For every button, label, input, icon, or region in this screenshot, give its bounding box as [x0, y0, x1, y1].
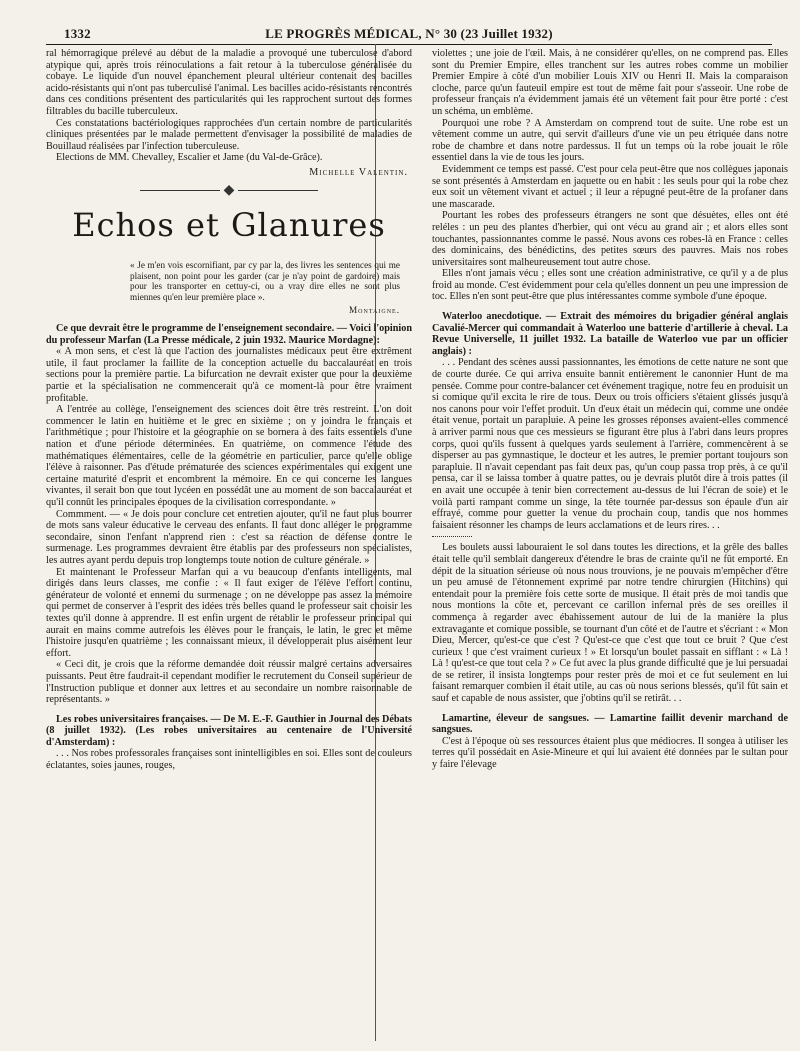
- epigraph: [130, 260, 400, 315]
- section-title: Echos et Glanures: [72, 206, 386, 245]
- page-number: 1332: [64, 26, 91, 41]
- article-columns: [46, 48, 788, 1043]
- paragraph: « Ceci dit, je crois que la réforme demandée doit réussir malgré certains adversaires puissants. Peut être faudrait-il cependant modifier le recrutement du Conseil supérieur de l'Instruction publique et donner aux lettres et au secondaire un nombre raisonnable de représentants. »: [46, 659, 412, 706]
- article-heading: Waterloo anecdotique. — Extrait des mémoires du brigadier général anglais Cavalié-Mercer qui commandait à Waterloo une batterie d'artillerie à cheval. La Revue Universelle, 11 juillet 1932. La bataille de Waterloo vue par un officier anglais) :: [432, 311, 788, 357]
- paragraph: C'est à l'époque où ses ressources étaient plus que médiocres. Il songea à utiliser les terres qu'il possédait en Asie-Mineure et qui lui avaient été données par le sultan pour y faire l'élevage: [432, 735, 788, 771]
- paragraph: ral hémorragique prélevé au début de la maladie a provoqué une tuberculose d'abord atypique qui, après trois réinoculations a fait retour à la tuberculose généralisée du cobaye. Le liquide d'un nouvel épanchement pleural ultérieur contenait des bacilles acido-résistants qui n'ont pas tuberculisé l'animal. Les bacilles acido-résistants rencontrés dans ces conditions présentent des particularités qui les rapprochent surtout des formes filtrables du bacille tuberculeux.: [46, 48, 412, 117]
- paragraph: Et maintenant le Professeur Marfan qui a vu beaucoup d'enfants intelligents, mal dirigés dans leurs classes, me confie : « Il faut exiger de l'élève l'effort continu, générateur de volonté et ennemi du surmenage ; on ne développe pas assez la mémoire qui permet de conserver à l'esprit des idées très belles quand le professeur sait choisir les textes qu'il donne à apprendre. Il est enfin urgent de rétablir le professeur principal qui aurait en mains comme autrefois les élèves pour le français, le latin, le grec et même l'histoire jusqu'en quatrième ; les connaissant mieux, il développerait plus aisément leur effort.: [46, 566, 412, 659]
- paragraph: Pourtant les robes des professeurs étrangers ne sont que désuètes, elles ont été reléles : un peu des plantes d'herbier, qui ont vécu au grand air ; et alors elles sont touchantes, passionnantes comme le passé. Nous avons ces robes-là en France : celles des dominicains, des bénédictins, des petites sœurs des pauvres. Mais nos robes universitaires sont malheureusement tout autre chose.: [432, 210, 788, 268]
- paragraph: Ces constatations bactériologiques rapprochées d'un certain nombre de particularités cliniques présentées par le malade permettent d'envisager la possibilité de maladies de Bouillaud réalisées par l'infection tuberculeuse.: [46, 117, 412, 152]
- paragraph: Evidemment ce temps est passé. C'est pour cela peut-être que nos collègues japonais se sont présentés à Amsterdam en jaquette ou en habit : les seuls pour qui la robe chez eux soit un vêtement vivant et actuel ; il leur a répugné peut-être de la profaner dans une mascarade.: [432, 163, 788, 210]
- right-column: [432, 48, 788, 1043]
- article-heading: Lamartine, éleveur de sangsues. — Lamartine faillit devenir marchand de sangsues.: [432, 712, 788, 736]
- paragraph: Elles n'ont jamais vécu ; elles sont une création administrative, ce qu'il y a de plus froid au monde. C'est évidemment pour cela qu'elles donnent un peu une impression de toc. Elles n'en sont peut-être que plus intéressantes comme symbole d'une époque.: [432, 268, 788, 303]
- epigraph-author: Montaigne.: [349, 304, 400, 315]
- ornament-glyph: ◆: [223, 182, 235, 198]
- paragraph: Les boulets aussi labouraient le sol dans toutes les directions, et la grêle des balles était telle qu'il semblait dangereux d'étendre le bras de crainte qu'il ne fût emporté. En dépit de la situation sérieuse où nous nous trouvions, je ne pouvais m'empêcher d'être un peu amusé de l'étonnement exprimé par notre tendre chirurgien (Hitchins) qui entendait pour la première fois cette sorte de musique. Il était près de moi tandis que nous montions la côte et, percevant ce carillon infernal près de ses oreilles il commença à regarder avec ébahissement autour de lui de la manière la plus extravagante et comique possible, se tournant d'un côté et de l'autre et s'écriant : « Mon Dieu, Mercer, qu'est-ce que c'est ? Qu'est-ce que c'est que tout ce bruit ? Que c'est curieux ! que c'est vraiment curieux ! » Et lorsqu'un boulet passait en sifflant : « Là ! Là ! qu'est-ce que tout cela ? » Ce fut avec la plus grande difficulté que je lui persuadai de se retirer, il insista longtemps pour rester près de moi et ce fut seulement en lui faisant remarquer combien il était utile, au cas où nous serions blessés, qu'il fût sain et sauf et capable de nous assister, que j'obtins qu'il se retirât. . .: [432, 542, 788, 705]
- paragraph-separator: [432, 536, 472, 537]
- article-heading: Les robes universitaires françaises. — De M. E.-F. Gauthier in Journal des Débats (8 juillet 1932). (Les robes universitaires au centenaire de l'Université d'Amsterdam) :: [46, 713, 412, 748]
- left-column: [46, 48, 412, 1043]
- paragraph: Elections de MM. Chevalley, Escalier et Jame (du Val-de-Grâce).: [56, 152, 323, 164]
- paragraph: . . . Pendant des scènes aussi passionnantes, les émotions de cette nature ne sont que de courte durée. Ce qui arriva ensuite bannit entièrement le canonnier Hunt de ma pensée. Comme pour contre-balancer cet événement tragique, notre feu en produisit un si comique qu'il excita le rire de tous. Deux ou trois officiers s'étaient glissés jusqu'à nos canons pour voir l'effet produit. Un d'eux était un médecin qui, comme une ondée était venue, portait un parapluie. A peine les grosses réponses avaient-elles commencé à arriver parmi nous que ces messieurs se figurant être plus à l'abri dans leurs propres corps, quoi qu'ils fussent à quelques yards seulement à l'arrière, commencèrent à se disperser au pas gymnastique, le docteur et les autres, le premier portant toujours son parapluie. Il n'avait cependant pas fait deux pas, qu'un coup passa trop près, à ce qu'il pensa, car il se laissa tomber à quatre pattes, ou je devrais plutôt dire à trois pattes (il en avait une occupée à tenir bien correctement au-dessus de lui l'écran de soie) et le voilà parti rampant comme un singe, la tête tournée par-dessus son épaule d'un air effrayé, comme pour guetter la venue du prochain coup, tandis que nos hommes faisaient résonner les champs de leurs acclamations et de leurs rires. . .: [432, 357, 788, 531]
- paragraph: violettes ; une joie de l'œil. Mais, à ne considérer qu'elles, on ne comprend pas. Elles sont du Premier Empire, elles tranchent sur les autres robes comme un mobilier Premier Empire à côté d'un mobilier Louis XIV ou Henri II. Mais la comparaison cloche, parce qu'un fauteuil empire est tout de même fait pour s'asseoir. Une robe de professeur français n'a évidemment jamais été un vêtement fait pour être porté : c'est un schéma, un emblème.: [432, 48, 788, 117]
- author-signature: Michelle Valentin.: [309, 166, 408, 178]
- paragraph: . . . Nos robes professorales françaises sont inintelligibles en soi. Elles sont de couleurs éclatantes, soies jaunes, rouges,: [46, 748, 412, 772]
- epigraph-text: « Je m'en vois escornifiant, par cy par la, des livres les sentences qui me plaisent, non point pour les garder (car je n'ay point de gardoire) mais pour les transporter en cettuy-ci, ou a vray dire elles ne sont plus miennes qu'en leur première place ».: [130, 260, 400, 302]
- section-ornament: [46, 182, 412, 198]
- paragraph: A l'entrée au collège, l'enseignement des sciences doit être très restreint. L'on doit commencer le latin en huitième et le grec en sixième ; on y joindra le français et l'arithmétique ; pour l'histoire et la géographie on se bornera à des faits essentiels d'une nation et d'une période déterminées. En quatrième, on commence l'étude des mathématiques élémentaires, celle de la géométrie en particulier, parce qu'elle oblige l'élève à raisonner. Pas d'étude prématurée des sciences expérimentales qui exigent une certaine maturité d'esprit et encombrent la mémoire. En ce qui concerne les langues vivantes, il serait bon que tout lycéen en possédât une au moment de son baccalauréat et qu'il connût les principales époques de la civilisation correspondante. »: [46, 404, 412, 508]
- paragraph: Pourquoi une robe ? A Amsterdam on comprend tout de suite. Une robe est un vêtement comme un autre, qui servit d'ailleurs d'une vie un peu étriquée dans notre robe de chambre et dans notre pardessus. Il fut un temps où la robe jouait le rôle essentiel dans la vie de tous les jours.: [432, 117, 788, 164]
- article-heading: Ce que devrait être le programme de l'enseignement secondaire. — Voici l'opinion du professeur Marfan (La Presse médicale, 2 juin 1932. Maurice Mordagne):: [46, 323, 412, 346]
- journal-title: LE PROGRÈS MÉDICAL, N° 30 (23 Juillet 1932): [265, 26, 553, 41]
- paragraph: « A mon sens, et c'est là que l'action des journalistes médicaux peut être extrêment utile, il faut proclamer la faillite de la conception actuelle du baccalauréat en trois sections pour la première partie. La bifurcation ne devrait exister que pour la deuxième partie et la spécialisation ne commencerait qu'à ce moment-là pour être vraiment profitable.: [46, 346, 412, 404]
- running-header: [46, 24, 772, 45]
- paragraph: Commment. — « Je dois pour conclure cet entretien ajouter, qu'il ne faut plus bourrer de mots sans valeur éducative le cerveau des enfants. Il faut donc alléger le programme secondaire, sinon l'enfant n'apprend rien : c'est sa réaction de défense contre le surmenage. Les programmes devraient être établis par des professeurs non spécialistes, les autres ayant perdu depuis trop longtemps toute notion de culture générale. »: [46, 508, 412, 566]
